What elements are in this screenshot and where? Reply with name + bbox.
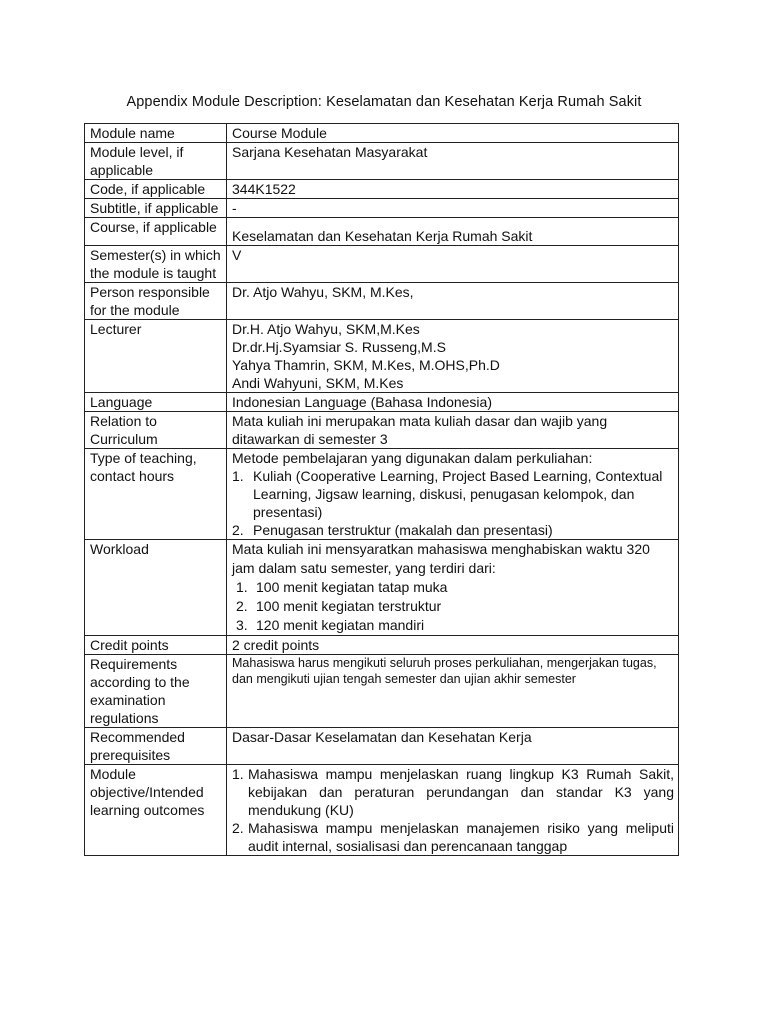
row-value: V [227, 246, 679, 283]
row-label: Module objective/Intended learning outcomes [85, 765, 227, 856]
row-value [227, 320, 679, 393]
list-item: 2. 100 menit kegiatan terstruktur [236, 598, 442, 614]
row-label: Recommended prerequisites [85, 728, 227, 765]
teaching-intro: Metode pembelajaran yang digunakan dalam perkuliahan: [232, 450, 593, 466]
lecturer-name: Yahya Thamrin, SKM, M.Kes, M.OHS,Ph.D [232, 357, 500, 373]
list-item: 1. Mahasiswa mampu menjelaskan ruang lingkup K3 Rumah Sakit, kebijakan dan peraturan perundangan dan standar K3 yang mendukung (KU) [232, 766, 674, 818]
workload-list [232, 578, 674, 635]
table-row [85, 180, 679, 199]
table-row [85, 320, 679, 393]
row-value: - [227, 199, 679, 218]
row-label: Workload [85, 540, 227, 636]
table-row [85, 412, 679, 449]
list-item: 1. Kuliah (Cooperative Learning, Project Based Learning, Contextual Learning, Jigsaw learning, diskusi, penugasan kelompok, dan presentasi) [232, 468, 663, 520]
table-row [85, 655, 679, 728]
workload-intro: Mata kuliah ini mensyaratkan mahasiswa menghabiskan waktu 320 jam dalam satu semester, yang terdiri dari: [232, 541, 650, 576]
objectives-list [232, 765, 674, 855]
row-value: Indonesian Language (Bahasa Indonesia) [227, 393, 679, 412]
row-label: Lecturer [85, 320, 227, 393]
row-label: Course, if applicable [85, 218, 227, 246]
row-value: Sarjana Kesehatan Masyarakat [227, 143, 679, 180]
table-row [85, 449, 679, 540]
row-value: Mahasiswa harus mengikuti seluruh proses perkuliahan, mengerjakan tugas, dan mengikuti ujian tengah semester dan ujian akhir semester [227, 655, 679, 728]
list-item: 3. 120 menit kegiatan mandiri [236, 617, 425, 633]
lecturer-name: Dr.H. Atjo Wahyu, SKM,M.Kes [232, 321, 420, 337]
table-row [85, 765, 679, 856]
row-value: Course Module [227, 124, 679, 143]
row-value: Dasar-Dasar Keselamatan dan Kesehatan Kerja [227, 728, 679, 765]
row-label: Module level, if applicable [85, 143, 227, 180]
row-value: 2 credit points [227, 636, 679, 655]
table-row [85, 246, 679, 283]
row-value [227, 449, 679, 540]
row-value: Mata kuliah ini merupakan mata kuliah dasar dan wajib yang ditawarkan di semester 3 [227, 412, 679, 449]
lecturer-name: Andi Wahyuni, SKM, M.Kes [232, 375, 404, 391]
table-row [85, 393, 679, 412]
row-label: Person responsible for the module [85, 283, 227, 320]
row-label: Module name [85, 124, 227, 143]
row-label: Credit points [85, 636, 227, 655]
table-row [85, 124, 679, 143]
row-label: Type of teaching, contact hours [85, 449, 227, 540]
table-row [85, 540, 679, 636]
row-label: Requirements according to the examination regulations [85, 655, 227, 728]
row-value: 344K1522 [227, 180, 679, 199]
table-row [85, 199, 679, 218]
lecturer-name: Dr.dr.Hj.Syamsiar S. Russeng,M.S [232, 339, 446, 355]
teaching-list [232, 467, 674, 539]
table-row [85, 218, 679, 246]
page-title: Appendix Module Description: Keselamatan dan Kesehatan Kerja Rumah Sakit [126, 94, 642, 110]
row-value [227, 540, 679, 636]
list-item: 2. Penugasan terstruktur (makalah dan presentasi) [232, 522, 553, 538]
row-value: Keselamatan dan Kesehatan Kerja Rumah Sakit [227, 218, 679, 246]
table-row [85, 728, 679, 765]
row-label: Relation to Curriculum [85, 412, 227, 449]
row-value: Dr. Atjo Wahyu, SKM, M.Kes, [227, 283, 679, 320]
row-label: Subtitle, if applicable [85, 199, 227, 218]
module-description-table [84, 123, 679, 856]
table-row [85, 143, 679, 180]
table-row [85, 636, 679, 655]
list-item: 2. Mahasiswa mampu menjelaskan manajemen risiko yang meliputi audit internal, sosialisasi dan perencanaan tanggap [232, 820, 674, 854]
row-label: Semester(s) in which the module is taught [85, 246, 227, 283]
row-label: Code, if applicable [85, 180, 227, 199]
table-row [85, 283, 679, 320]
list-item: 1. 100 menit kegiatan tatap muka [236, 579, 448, 595]
row-value [227, 765, 679, 856]
row-label: Language [85, 393, 227, 412]
